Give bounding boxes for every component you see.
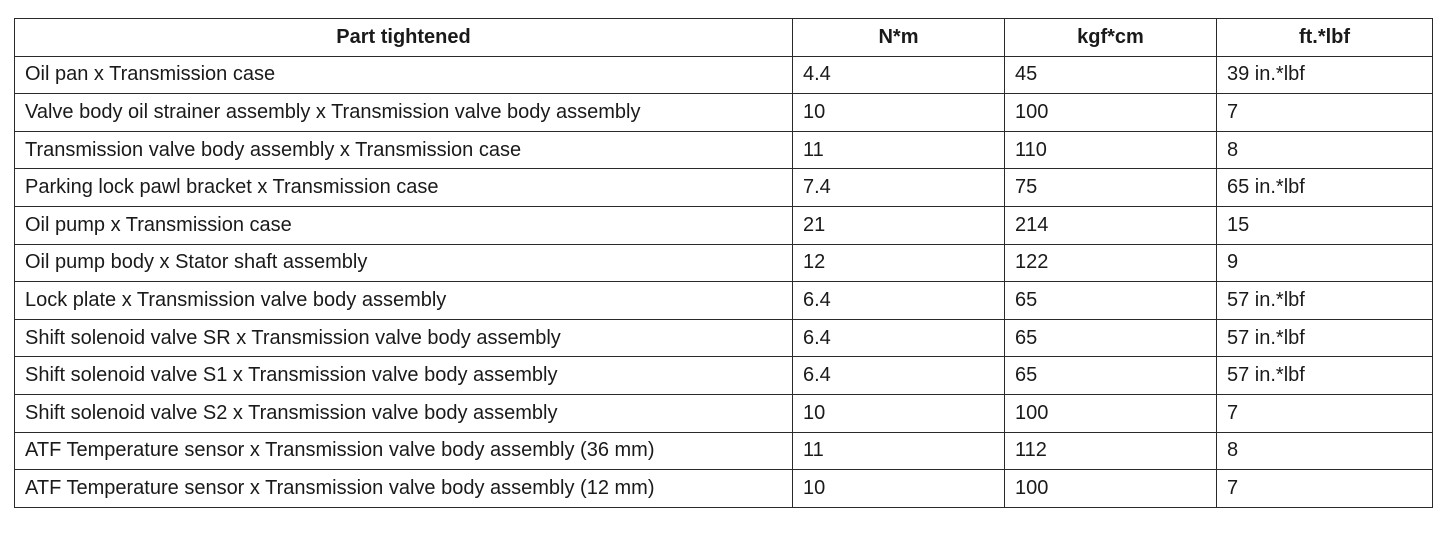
table-row [15,432,1433,470]
cell-kgf-cm: 110 [1005,131,1217,169]
cell-part: Transmission valve body assembly x Transmission case [15,131,793,169]
cell-part: Oil pan x Transmission case [15,56,793,94]
header-ft-lbf: ft.*lbf [1217,19,1433,57]
cell-kgf-cm: 45 [1005,56,1217,94]
cell-part: Lock plate x Transmission valve body assembly [15,282,793,320]
cell-nm: 6.4 [793,357,1005,395]
header-nm: N*m [793,19,1005,57]
cell-nm: 6.4 [793,319,1005,357]
table-row [15,94,1433,132]
cell-kgf-cm: 65 [1005,282,1217,320]
table-row [15,206,1433,244]
cell-nm: 10 [793,94,1005,132]
cell-part: Parking lock pawl bracket x Transmission case [15,169,793,207]
cell-nm: 11 [793,432,1005,470]
table-row [15,169,1433,207]
header-part-tightened: Part tightened [15,19,793,57]
cell-ft-lbf: 8 [1217,432,1433,470]
cell-kgf-cm: 122 [1005,244,1217,282]
cell-nm: 21 [793,206,1005,244]
table-row [15,282,1433,320]
cell-nm: 10 [793,394,1005,432]
cell-nm: 4.4 [793,56,1005,94]
cell-ft-lbf: 7 [1217,470,1433,508]
cell-nm: 11 [793,131,1005,169]
cell-kgf-cm: 65 [1005,319,1217,357]
cell-part: ATF Temperature sensor x Transmission valve body assembly (12 mm) [15,470,793,508]
cell-part: Oil pump x Transmission case [15,206,793,244]
cell-ft-lbf: 39 in.*lbf [1217,56,1433,94]
cell-part: Shift solenoid valve SR x Transmission valve body assembly [15,319,793,357]
table-row [15,319,1433,357]
cell-nm: 6.4 [793,282,1005,320]
cell-part: Shift solenoid valve S1 x Transmission valve body assembly [15,357,793,395]
cell-ft-lbf: 57 in.*lbf [1217,357,1433,395]
table-row [15,56,1433,94]
cell-nm: 7.4 [793,169,1005,207]
cell-kgf-cm: 100 [1005,394,1217,432]
cell-ft-lbf: 57 in.*lbf [1217,319,1433,357]
torque-spec-table [14,18,1433,508]
cell-nm: 12 [793,244,1005,282]
table-row [15,470,1433,508]
table-row [15,131,1433,169]
cell-ft-lbf: 9 [1217,244,1433,282]
cell-ft-lbf: 7 [1217,94,1433,132]
cell-kgf-cm: 214 [1005,206,1217,244]
cell-kgf-cm: 100 [1005,94,1217,132]
cell-ft-lbf: 15 [1217,206,1433,244]
table-row [15,357,1433,395]
cell-part: Valve body oil strainer assembly x Transmission valve body assembly [15,94,793,132]
cell-part: ATF Temperature sensor x Transmission valve body assembly (36 mm) [15,432,793,470]
cell-kgf-cm: 75 [1005,169,1217,207]
cell-part: Oil pump body x Stator shaft assembly [15,244,793,282]
table-row [15,244,1433,282]
table-header-row [15,19,1433,57]
cell-kgf-cm: 112 [1005,432,1217,470]
table-row [15,394,1433,432]
cell-ft-lbf: 65 in.*lbf [1217,169,1433,207]
cell-part: Shift solenoid valve S2 x Transmission valve body assembly [15,394,793,432]
cell-kgf-cm: 100 [1005,470,1217,508]
cell-ft-lbf: 8 [1217,131,1433,169]
cell-ft-lbf: 7 [1217,394,1433,432]
header-kgf-cm: kgf*cm [1005,19,1217,57]
cell-nm: 10 [793,470,1005,508]
cell-kgf-cm: 65 [1005,357,1217,395]
cell-ft-lbf: 57 in.*lbf [1217,282,1433,320]
